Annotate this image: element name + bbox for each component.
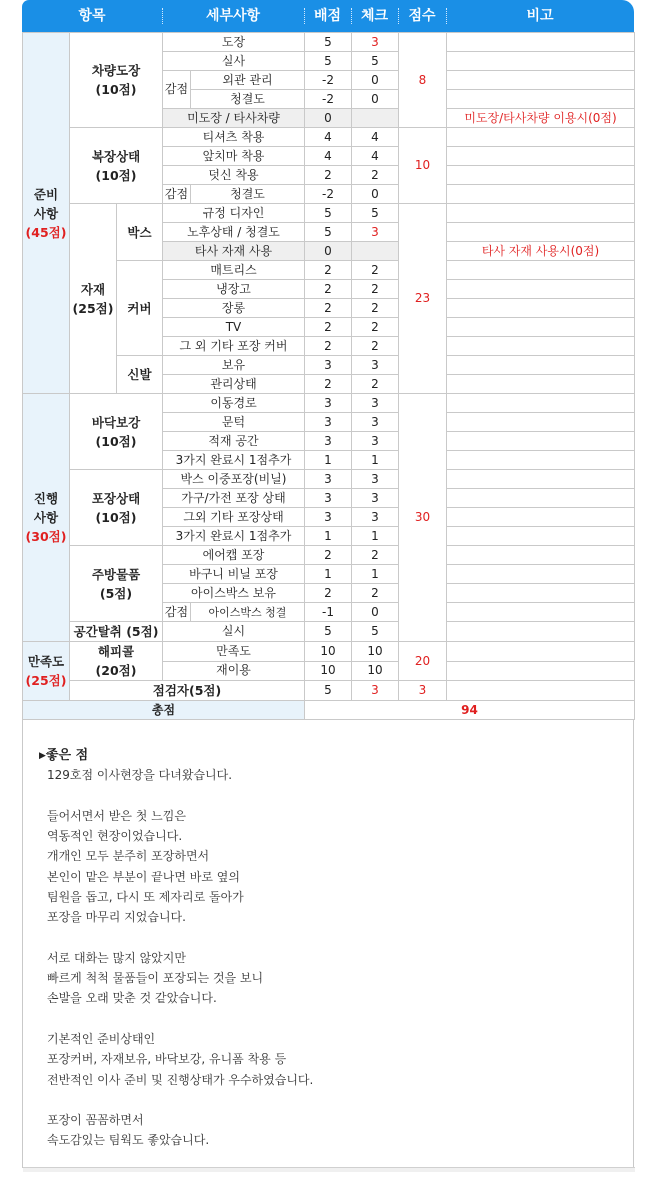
allot-cell: -2	[305, 90, 352, 109]
comment-line: 본인이 맡은 부분이 끝나면 바로 옆의	[47, 869, 240, 884]
detail-cell: 가구/가전 포장 상태	[163, 489, 305, 508]
note-cell	[447, 546, 635, 565]
table-row	[23, 642, 635, 662]
header-item: 항목	[78, 8, 106, 24]
allot-cell: -1	[305, 603, 352, 622]
detail-cell: 이동경로	[163, 394, 305, 413]
check-cell: 3	[352, 394, 399, 413]
detail-cell: 관리상태	[163, 375, 305, 394]
allot-cell: 2	[305, 318, 352, 337]
check-cell: 4	[352, 128, 399, 147]
comment-line: 개개인 모두 분주히 포장하면서	[47, 849, 210, 864]
triangle-bullet-icon: ▶	[39, 751, 46, 761]
header-detail: 세부사항	[205, 8, 261, 24]
check-cell: 1	[352, 565, 399, 584]
note-cell	[447, 204, 635, 223]
comment-line: 손발을 오래 맞춘 것 같았습니다.	[47, 991, 217, 1006]
group-floor: 바닥보강 (10점)	[70, 394, 163, 470]
score-table	[22, 32, 635, 720]
detail-cell: 도장	[163, 33, 305, 52]
note-cell	[447, 470, 635, 489]
total-label: 총점	[23, 701, 305, 720]
header-check: 체크	[360, 8, 389, 24]
check-cell: 3	[352, 33, 399, 52]
note-cell	[447, 261, 635, 280]
group-car-paint: 차량도장 (10점)	[70, 33, 163, 128]
note-cell	[447, 280, 635, 299]
detail-cell: 박스 이중포장(비닐)	[163, 470, 305, 489]
header-note: 비고	[526, 8, 554, 24]
deduct-label: 감점	[163, 185, 191, 204]
table-header	[22, 0, 634, 32]
check-cell: 2	[352, 337, 399, 356]
note-cell	[447, 489, 635, 508]
comment-line: 속도감있는 팀웍도 좋았습니다.	[47, 1133, 210, 1148]
note-cell	[447, 681, 635, 701]
check-cell: 2	[352, 166, 399, 185]
allot-cell: -2	[305, 71, 352, 90]
table-row	[23, 681, 635, 701]
note-cell	[447, 318, 635, 337]
category-satisfaction: 만족도 (25점)	[23, 642, 70, 701]
allot-cell: 2	[305, 280, 352, 299]
check-cell: 1	[352, 451, 399, 470]
note-cell: 타사 자재 사용시(0점)	[447, 242, 635, 261]
detail-cell: 아이스박스 보유	[163, 584, 305, 603]
subgroup-shoes: 신발	[117, 356, 163, 394]
score-cell: 20	[399, 642, 447, 681]
table-row	[23, 204, 635, 223]
detail-cell: 실사	[163, 52, 305, 71]
table-row	[23, 128, 635, 147]
allot-cell: 10	[305, 642, 352, 662]
check-cell: 3	[352, 413, 399, 432]
allot-cell: 5	[305, 52, 352, 71]
total-value: 94	[305, 701, 635, 720]
allot-cell: 5	[305, 204, 352, 223]
note-cell	[447, 527, 635, 546]
detail-cell: 노후상태 / 청결도	[163, 223, 305, 242]
table-row	[23, 470, 635, 489]
detail-cell: 규정 디자인	[163, 204, 305, 223]
check-cell: 2	[352, 546, 399, 565]
deduct-label: 감점	[163, 603, 191, 622]
check-cell: 3	[352, 356, 399, 375]
note-cell	[447, 394, 635, 413]
check-cell: 2	[352, 584, 399, 603]
detail-cell: 바구니 비닐 포장	[163, 565, 305, 584]
category-prep: 준비 사항 (45점)	[23, 33, 70, 394]
comments-title: ▶좋은 점	[39, 748, 89, 763]
note-cell	[447, 451, 635, 470]
allot-cell: 5	[305, 681, 352, 701]
comment-line: 팀원을 돕고, 다시 또 제자리로 돌아가	[47, 889, 244, 904]
detail-cell: 매트리스	[163, 261, 305, 280]
allot-cell: 3	[305, 413, 352, 432]
bottom-divider	[23, 1167, 635, 1172]
check-cell: 2	[352, 318, 399, 337]
check-cell: 5	[352, 204, 399, 223]
comment-line: 전반적인 이사 준비 및 진행상태가 우수하였습니다.	[47, 1072, 314, 1087]
allot-cell: 3	[305, 432, 352, 451]
note-cell	[447, 508, 635, 527]
subgroup-cover: 커버	[117, 261, 163, 356]
detail-cell: 장롱	[163, 299, 305, 318]
allot-cell: 3	[305, 356, 352, 375]
check-cell: 3	[352, 470, 399, 489]
note-cell	[447, 33, 635, 52]
allot-cell: 2	[305, 337, 352, 356]
check-cell: 1	[352, 527, 399, 546]
check-cell: 2	[352, 280, 399, 299]
note-cell	[447, 185, 635, 204]
header-score: 점수	[408, 8, 436, 24]
note-cell	[447, 584, 635, 603]
check-cell: 10	[352, 642, 399, 662]
note-cell	[447, 223, 635, 242]
detail-cell: 덧신 착용	[163, 166, 305, 185]
detail-cell: 그 외 기타 포장 커버	[163, 337, 305, 356]
group-kitchen: 주방물품 (5점)	[70, 546, 163, 622]
allot-cell: 2	[305, 584, 352, 603]
allot-cell: 3	[305, 394, 352, 413]
check-cell: 5	[352, 622, 399, 642]
detail-cell: 적재 공간	[163, 432, 305, 451]
note-cell	[447, 166, 635, 185]
note-cell	[447, 299, 635, 318]
allot-cell: 5	[305, 33, 352, 52]
category-progress: 진행 사항 (30점)	[23, 394, 70, 642]
comment-line: 서로 대화는 많지 않았지만	[47, 950, 186, 965]
note-cell	[447, 661, 635, 681]
note-cell	[447, 432, 635, 451]
detail-cell: 에어캡 포장	[163, 546, 305, 565]
detail-cell: 청결도	[191, 90, 305, 109]
detail-cell: 만족도	[163, 642, 305, 662]
check-cell: 3	[352, 223, 399, 242]
note-cell	[447, 622, 635, 642]
comment-line: 포장커버, 자재보유, 바닥보강, 유니폼 착용 등	[47, 1052, 287, 1067]
comment-line: 빠르게 척척 물품들이 포장되는 것을 보니	[47, 971, 264, 985]
group-inspector: 점검자(5점)	[70, 681, 305, 701]
note-cell	[447, 375, 635, 394]
allot-cell: 2	[305, 166, 352, 185]
group-happycall: 해피콜 (20점)	[70, 642, 163, 681]
detail-cell: 티셔츠 착용	[163, 128, 305, 147]
group-clothing: 복장상태 (10점)	[70, 128, 163, 204]
detail-cell: 아이스박스 청결	[191, 603, 305, 622]
note-cell	[447, 90, 635, 109]
allot-cell: 1	[305, 565, 352, 584]
table-row	[23, 394, 635, 413]
allot-cell: 1	[305, 527, 352, 546]
score-cell: 30	[399, 394, 447, 642]
allot-cell: 4	[305, 147, 352, 166]
check-cell: 0	[352, 603, 399, 622]
note-cell	[447, 642, 635, 662]
detail-cell: TV	[163, 318, 305, 337]
allot-cell: -2	[305, 185, 352, 204]
table-row	[23, 622, 635, 642]
allot-cell: 5	[305, 223, 352, 242]
comment-line: 129호점 이사현장을 다녀왔습니다.	[47, 768, 233, 782]
comments-section	[22, 720, 634, 1168]
note-cell	[447, 147, 635, 166]
group-space: 공간탈취 (5점)	[70, 622, 163, 642]
check-cell: 4	[352, 147, 399, 166]
table-row	[23, 33, 635, 52]
deduct-label: 감점	[163, 71, 191, 109]
detail-cell: 재이용	[163, 661, 305, 681]
allot-cell: 1	[305, 451, 352, 470]
detail-cell: 외관 관리	[191, 71, 305, 90]
check-cell	[352, 242, 399, 261]
table-row	[23, 546, 635, 565]
group-packing: 포장상태 (10점)	[70, 470, 163, 546]
score-cell: 3	[399, 681, 447, 701]
allot-cell: 2	[305, 261, 352, 280]
check-cell: 5	[352, 52, 399, 71]
allot-cell: 2	[305, 375, 352, 394]
check-cell: 2	[352, 299, 399, 318]
check-cell: 2	[352, 261, 399, 280]
note-cell	[447, 356, 635, 375]
note-cell	[447, 52, 635, 71]
allot-cell: 4	[305, 128, 352, 147]
detail-cell: 그외 기타 포장상태	[163, 508, 305, 527]
comment-line: 기본적인 준비상태인	[47, 1031, 156, 1046]
allot-cell: 10	[305, 661, 352, 681]
score-cell: 23	[399, 204, 447, 394]
detail-cell: 냉장고	[163, 280, 305, 299]
note-cell	[447, 71, 635, 90]
comment-line: 포장이 꼼꼼하면서	[47, 1113, 144, 1128]
check-cell: 3	[352, 489, 399, 508]
evaluation-sheet	[22, 0, 634, 1168]
allot-cell: 3	[305, 489, 352, 508]
detail-cell: 문턱	[163, 413, 305, 432]
detail-cell: 타사 자재 사용	[163, 242, 305, 261]
comment-line: 역동적인 현장이었습니다.	[47, 828, 183, 843]
check-cell: 0	[352, 185, 399, 204]
comment-line: 들어서면서 받은 첫 느낌은	[47, 808, 186, 823]
note-cell	[447, 565, 635, 584]
note-cell	[447, 603, 635, 622]
allot-cell: 3	[305, 508, 352, 527]
allot-cell: 0	[305, 109, 352, 128]
score-cell: 10	[399, 128, 447, 204]
allot-cell: 2	[305, 546, 352, 565]
group-materials: 자재 (25점)	[70, 204, 117, 394]
allot-cell: 5	[305, 622, 352, 642]
note-cell	[447, 413, 635, 432]
detail-cell: 미도장 / 타사차량	[163, 109, 305, 128]
detail-cell: 청결도	[191, 185, 305, 204]
total-row	[23, 701, 635, 720]
score-cell: 8	[399, 33, 447, 128]
check-cell: 3	[352, 508, 399, 527]
header-allot: 배점	[313, 8, 342, 24]
check-cell: 2	[352, 375, 399, 394]
check-cell: 3	[352, 681, 399, 701]
detail-cell: 실시	[163, 622, 305, 642]
allot-cell: 2	[305, 299, 352, 318]
note-cell: 미도장/타사차량 이용시(0점)	[447, 109, 635, 128]
detail-cell: 3가지 완료시 1점추가	[163, 527, 305, 546]
detail-cell: 보유	[163, 356, 305, 375]
check-cell: 0	[352, 90, 399, 109]
check-cell	[352, 109, 399, 128]
note-cell	[447, 128, 635, 147]
check-cell: 3	[352, 432, 399, 451]
detail-cell: 3가지 완료시 1점추가	[163, 451, 305, 470]
allot-cell: 0	[305, 242, 352, 261]
allot-cell: 3	[305, 470, 352, 489]
check-cell: 10	[352, 661, 399, 681]
subgroup-box: 박스	[117, 204, 163, 261]
detail-cell: 앞치마 착용	[163, 147, 305, 166]
note-cell	[447, 337, 635, 356]
comment-line: 포장을 마무리 지었습니다.	[47, 910, 186, 925]
check-cell: 0	[352, 71, 399, 90]
